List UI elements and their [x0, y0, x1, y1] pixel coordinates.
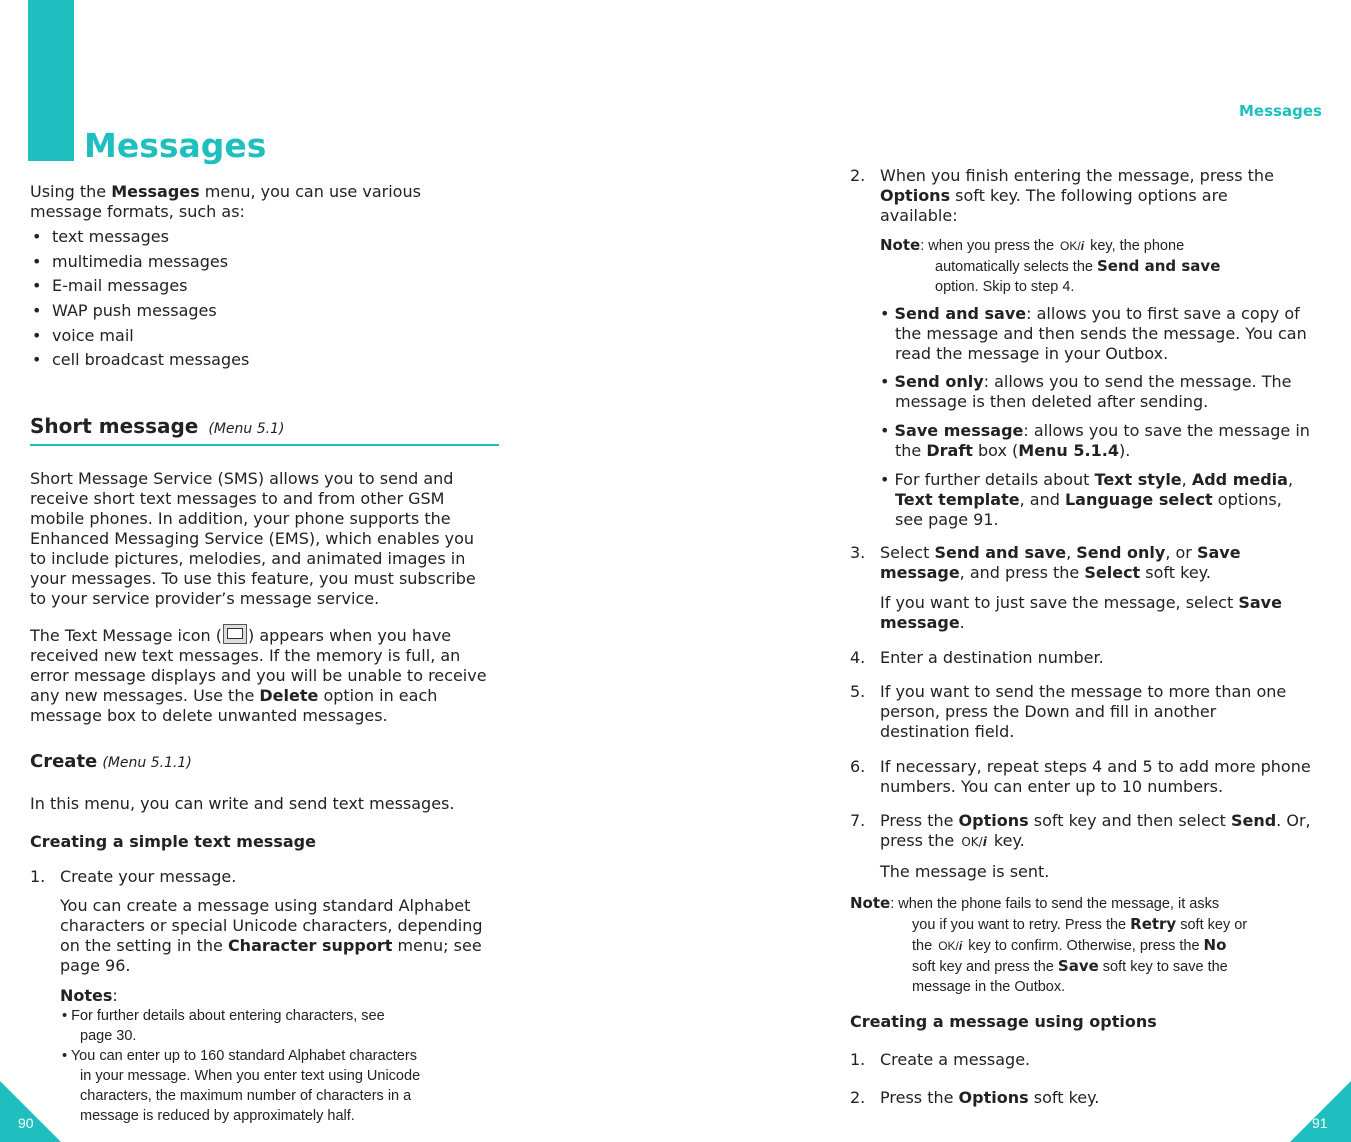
section-title: Short message	[30, 414, 199, 438]
ok-key-icon: OK/i	[1060, 239, 1085, 253]
option-further-details: • For further details about Text style, Add media, Text template, and Language select options, see page 91.	[880, 470, 1294, 529]
step-5: 5. If you want to send the message to more than one person, press the Down and fill in another destination field.	[850, 682, 1287, 741]
chapter-tab-bar	[28, 0, 74, 161]
step-6: 6. If necessary, repeat steps 4 and 5 to add more phone numbers. You can enter up to 10 numbers.	[850, 757, 1311, 796]
list-item: • text messages	[30, 226, 249, 251]
chapter-title: Messages	[84, 126, 267, 165]
step-3-detail: If you want to just save the message, select Save message.	[880, 593, 1282, 632]
ok-key-icon: OK/i	[961, 835, 987, 849]
create-heading: Create (Menu 5.1.1)	[30, 751, 192, 772]
simple-message-heading: Creating a simple text message	[30, 832, 316, 851]
step-2: 2. When you finish entering the message, press the Options soft key. The following options are available:	[850, 166, 1274, 225]
step-7: 7. Press the Options soft key and then select Send. Or, press the OK/i key.	[850, 811, 1311, 850]
message-format-list	[30, 226, 249, 374]
page-corner-right	[1290, 1081, 1351, 1142]
list-item: • cell broadcast messages	[30, 349, 249, 374]
option-send-and-save: • Send and save: allows you to first save a copy of the message and then sends the message. You can read the message in your Outbox.	[880, 304, 1307, 363]
page-number-right: 91	[1312, 1115, 1328, 1131]
list-item: • E-mail messages	[30, 275, 249, 300]
options-message-heading: Creating a message using options	[850, 1012, 1157, 1031]
list-item: • WAP push messages	[30, 300, 249, 325]
page-number-left: 90	[18, 1115, 34, 1131]
running-header: Messages	[1239, 102, 1322, 120]
section-menu-ref: (Menu 5.1)	[208, 421, 285, 437]
step-3: 3. Select Send and save, Send only, or Save message, and press the Select soft key.	[850, 543, 1241, 582]
note-2: Note: when the phone fails to send the message, it asks you if you want to retry. Press the Retry soft key or the OK/i key to confirm. Otherwise, press the No soft key and press the Save soft key to save the message in the Outbox.	[850, 894, 1248, 995]
text-message-icon	[223, 624, 247, 644]
intro-paragraph: Using the Messages menu, you can use various message formats, such as:	[30, 182, 421, 221]
options-step-2: 2. Press the Options soft key.	[850, 1088, 1100, 1107]
option-save-message: • Save message: allows you to save the message in the Draft box (Menu 5.1.4).	[880, 421, 1310, 460]
icon-paragraph: The Text Message icon ( ) appears when you have received new text messages. If the memory is full, an error message displays and you will be unable to receive any new messages. Use the Delete option in each message box to delete unwanted messages.	[30, 626, 487, 725]
list-item: • voice mail	[30, 325, 249, 350]
page-corner-left	[0, 1081, 61, 1142]
section-heading	[30, 414, 499, 446]
ok-key-icon: OK/i	[938, 939, 963, 953]
list-item: • multimedia messages	[30, 251, 249, 276]
note-1: Note: when you press the OK/i key, the phone automatically selects the Send and save option. Skip to step 4.	[880, 236, 1221, 295]
step-4: 4. Enter a destination number.	[850, 648, 1104, 667]
option-send-only: • Send only: allows you to send the message. The message is then deleted after sending.	[880, 372, 1292, 411]
options-step-1: 1. Create a message.	[850, 1050, 1031, 1069]
step-1-detail: You can create a message using standard Alphabet characters or special Unicode characters, depending on the setting in the Character support menu; see page 96.	[60, 896, 483, 975]
create-description: In this menu, you can write and send text messages.	[30, 794, 455, 813]
sms-paragraph: Short Message Service (SMS) allows you to send and receive short text messages to and from other GSM mobile phones. In addition, your phone supports the Enhanced Messaging Service (EMS), which enables you to include pictures, melodies, and animated images in your messages. To use this feature, you must subscribe to your service provider’s message service.	[30, 469, 476, 608]
step-7-detail: The message is sent.	[880, 862, 1050, 881]
notes-block: Notes: • For further details about entering characters, see page 30. • You can enter up to 160 standard Alphabet characters in your message. When you enter text using Unicode characters, the maximum number of characters in a message is reduced by approximately half.	[60, 986, 421, 1124]
